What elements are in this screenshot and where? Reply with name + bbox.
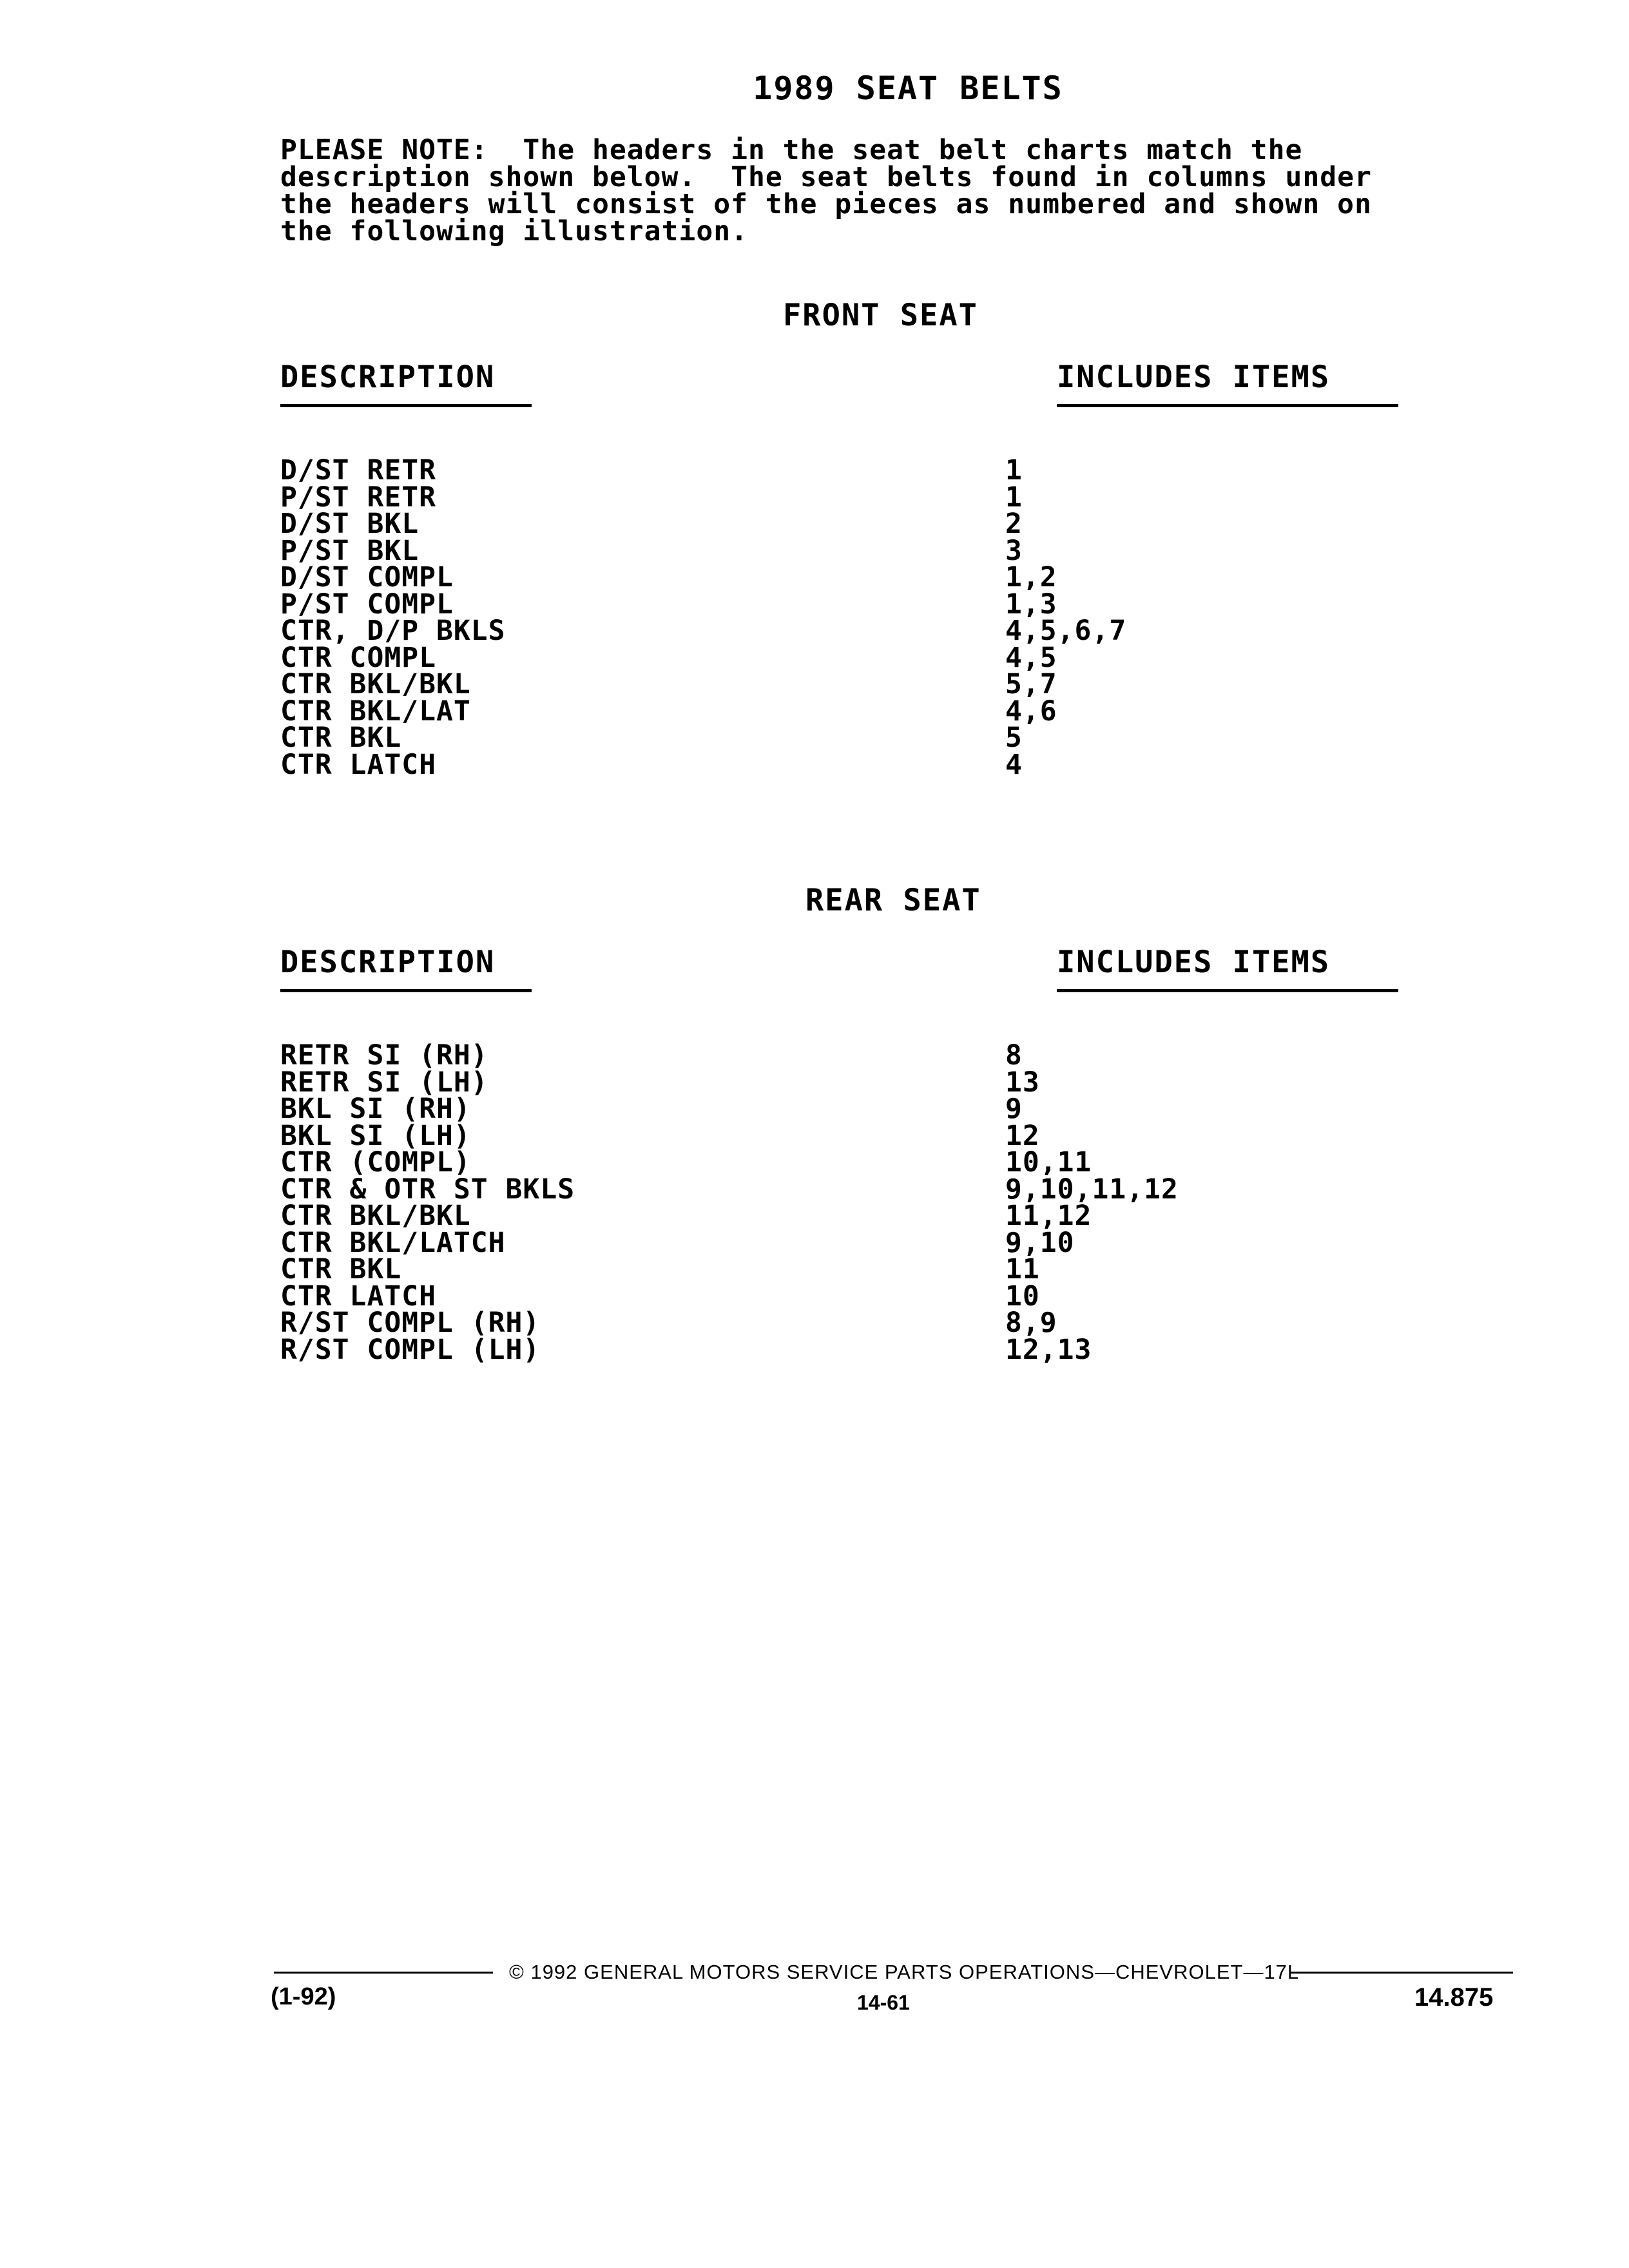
page-title: 1989 SEAT BELTS (753, 70, 1063, 107)
rear-items-list (1005, 1039, 1179, 1366)
rear-items-row: 10 (1005, 1280, 1040, 1312)
front-description-row: D/ST COMPL (280, 561, 454, 593)
rear-seat-title: REAR SEAT (805, 883, 981, 918)
rear-description-row: CTR & OTR ST BKLS (280, 1173, 575, 1206)
rear-items-row: 12 (1005, 1119, 1040, 1152)
front-items-row: 1 (1005, 454, 1023, 486)
footer-page-number: 14-61 (857, 1991, 910, 2014)
front-description-row: CTR BKL/LAT (280, 695, 471, 727)
rear-items-row: 12,13 (1005, 1333, 1092, 1366)
footer-date: (1-92) (271, 1983, 336, 2010)
front-description-row: P/ST RETR (280, 481, 436, 514)
front-items-row: 4 (1005, 748, 1023, 781)
front-description-list (280, 454, 506, 781)
rear-items-row: 8,9 (1005, 1307, 1057, 1339)
front-seat-title: FRONT SEAT (783, 298, 978, 333)
rear-description-header: DESCRIPTION (280, 945, 532, 992)
footer-rule-right (1291, 1972, 1513, 1974)
rear-items-row: 10,11 (1005, 1146, 1092, 1178)
front-description-row: CTR BKL/BKL (280, 668, 471, 700)
rear-items-row: 13 (1005, 1066, 1040, 1099)
footer-copyright: © 1992 GENERAL MOTORS SERVICE PARTS OPERATIONS—CHEVROLET—17L (509, 1961, 1300, 1983)
footer-rule-left (274, 1972, 493, 1974)
front-items-row: 5 (1005, 722, 1023, 754)
rear-description-row: R/ST COMPL (RH) (280, 1307, 541, 1339)
front-description-row: D/ST BKL (280, 508, 419, 540)
rear-items-row: 9,10 (1005, 1226, 1075, 1259)
front-description-row: CTR, D/P BKLS (280, 615, 506, 647)
front-description-row: D/ST RETR (280, 454, 436, 486)
front-items-row: 1 (1005, 481, 1023, 514)
rear-includes-items-header: INCLUDES ITEMS (1057, 945, 1398, 992)
front-description-row: CTR LATCH (280, 748, 436, 781)
rear-description-row: CTR (COMPL) (280, 1146, 471, 1178)
footer-section-number: 14.875 (1414, 1983, 1494, 2012)
front-description-header: DESCRIPTION (280, 360, 532, 407)
rear-description-row: BKL SI (RH) (280, 1093, 471, 1125)
rear-description-row: CTR LATCH (280, 1280, 436, 1312)
rear-description-row: R/ST COMPL (LH) (280, 1333, 541, 1366)
rear-description-list (280, 1039, 575, 1366)
front-includes-items-header: INCLUDES ITEMS (1057, 360, 1398, 407)
front-description-row: P/ST BKL (280, 534, 419, 567)
front-items-row: 4,5,6,7 (1005, 615, 1127, 647)
front-items-row: 1,3 (1005, 588, 1057, 620)
front-items-row: 4,5 (1005, 641, 1057, 674)
rear-items-row: 8 (1005, 1039, 1023, 1072)
front-description-row: CTR BKL (280, 722, 402, 754)
rear-items-row: 9,10,11,12 (1005, 1173, 1179, 1206)
rear-description-row: CTR BKL/LATCH (280, 1226, 506, 1259)
rear-items-row: 11,12 (1005, 1200, 1092, 1232)
rear-description-row: RETR SI (LH) (280, 1066, 488, 1099)
please-note-paragraph: PLEASE NOTE: The headers in the seat belt charts match the description shown below. The seat belts found in columns under the headers will consist of the pieces as numbered and shown on the following illustration. (280, 134, 1372, 247)
front-description-row: P/ST COMPL (280, 588, 454, 620)
rear-items-row: 11 (1005, 1253, 1040, 1285)
rear-description-row: CTR BKL/BKL (280, 1200, 471, 1232)
front-items-list (1005, 454, 1127, 781)
front-items-row: 3 (1005, 534, 1023, 567)
front-items-row: 4,6 (1005, 695, 1057, 727)
rear-description-row: CTR BKL (280, 1253, 402, 1285)
front-items-row: 1,2 (1005, 561, 1057, 593)
front-description-row: CTR COMPL (280, 641, 436, 674)
rear-description-row: RETR SI (RH) (280, 1039, 488, 1072)
rear-items-row: 9 (1005, 1093, 1023, 1125)
rear-description-row: BKL SI (LH) (280, 1119, 471, 1152)
front-items-row: 2 (1005, 508, 1023, 540)
front-items-row: 5,7 (1005, 668, 1057, 700)
